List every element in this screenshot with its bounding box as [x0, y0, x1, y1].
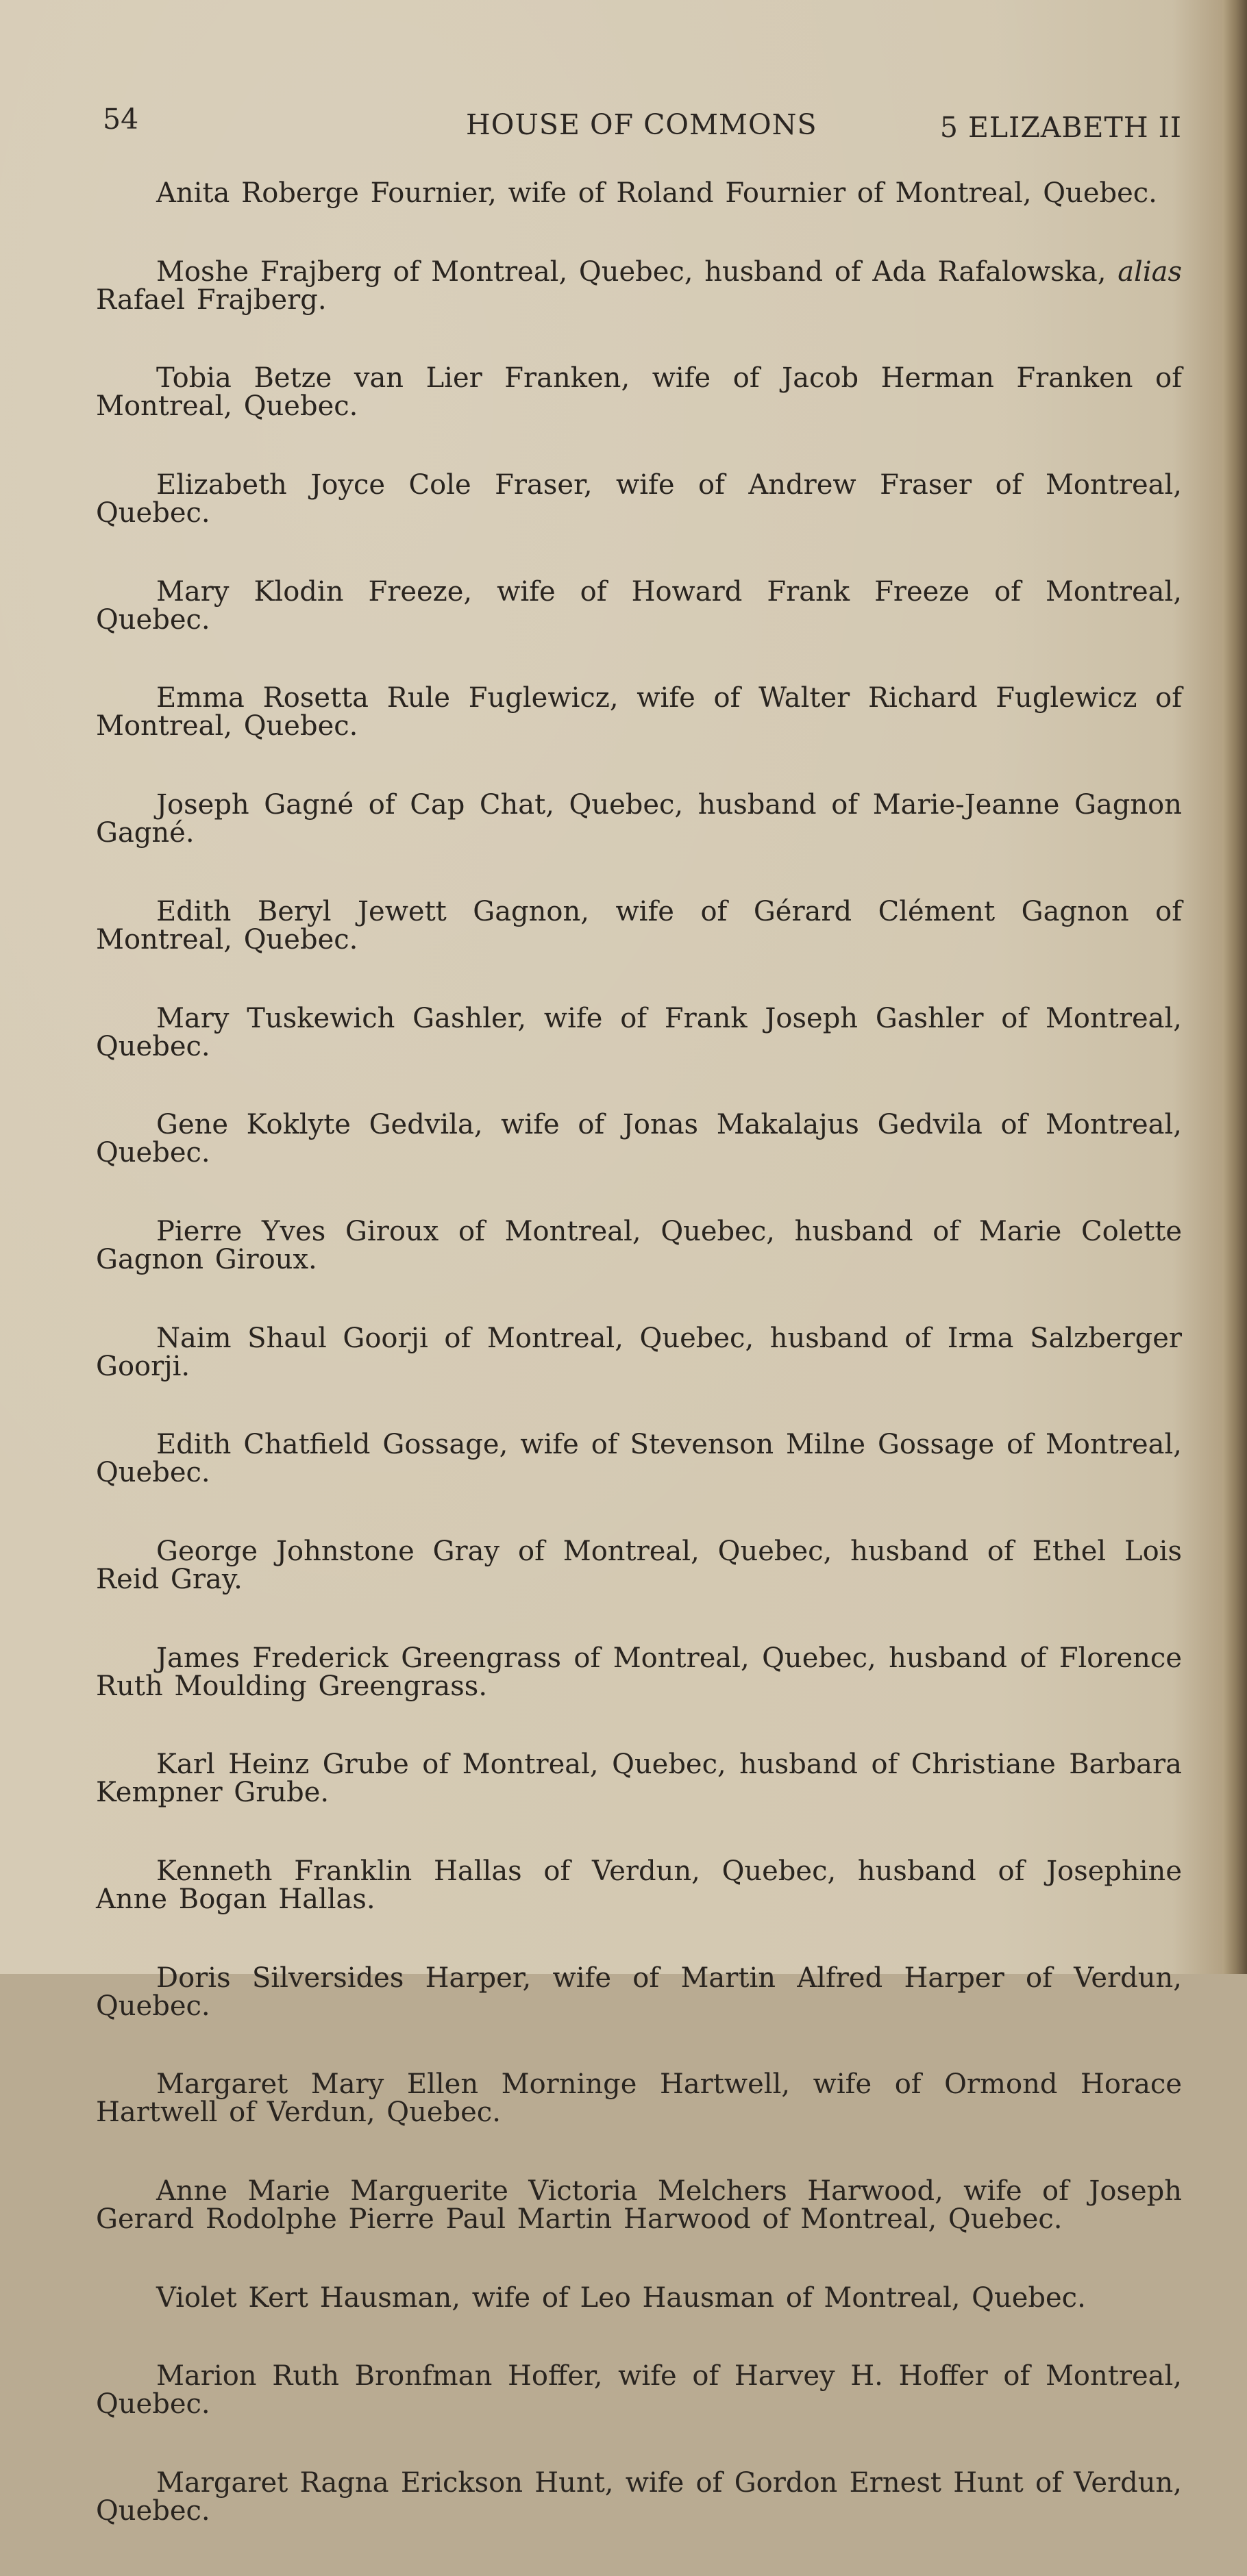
entry: Doris Silversides Harper, wife of Martin Alfred Harper of Verdun, Quebec.: [96, 1962, 1182, 2022]
header-title: HOUSE OF COMMONS: [466, 108, 817, 141]
header-reign: 5 ELIZABETH II: [939, 111, 1182, 144]
entry: Mary Klodin Freeze, wife of Howard Frank Freeze of Montreal, Quebec.: [96, 575, 1182, 636]
entry: Joseph Gagné of Cap Chat, Quebec, husband of Marie-Jeanne Gagnon Gagné.: [96, 789, 1182, 849]
entry: Emma Rosetta Rule Fuglewicz, wife of Walter Richard Fuglewicz of Montreal, Quebec.: [96, 682, 1182, 742]
entry: George Johnstone Gray of Montreal, Quebec, husband of Ethel Lois Reid Gray.: [96, 1535, 1182, 1595]
entry: Naim Shaul Goorji of Montreal, Quebec, husband of Irma Salzberger Goorji.: [96, 1322, 1182, 1382]
entry: Anne Marie Marguerite Victoria Melchers Harwood, wife of Joseph Gerard Rodolphe Pierre Paul Martin Harwood of Montreal, Quebec.: [96, 2175, 1182, 2236]
entry: Edith Beryl Jewett Gagnon, wife of Gérard Clément Gagnon of Montreal, Quebec.: [96, 895, 1182, 955]
running-header: [103, 103, 1182, 144]
entry: Mary Tuskewich Gashler, wife of Frank Joseph Gashler of Montreal, Quebec.: [96, 1002, 1182, 1062]
entry: Tobia Betze van Lier Franken, wife of Jacob Herman Franken of Montreal, Quebec.: [96, 362, 1182, 423]
entry: Moshe Frajberg of Montreal, Quebec, husband of Ada Rafalowska, alias Rafael Frajberg.: [96, 255, 1182, 316]
entry: Margaret Ragna Erickson Hunt, wife of Gordon Ernest Hunt of Verdun, Quebec.: [96, 2467, 1182, 2527]
page-number: 54: [103, 103, 139, 136]
entry: Elizabeth Joyce Cole Fraser, wife of Andrew Fraser of Montreal, Quebec.: [96, 469, 1182, 529]
entry: Karl Heinz Grube of Montreal, Quebec, husband of Christiane Barbara Kempner Grube.: [96, 1749, 1182, 1809]
book-spine-edge: [1222, 0, 1247, 1974]
entry: Margaret Mary Ellen Morninge Hartwell, wife of Ormond Horace Hartwell of Verdun, Quebec.: [96, 2068, 1182, 2129]
entry: Anita Roberge Fournier, wife of Roland Fournier of Montreal, Quebec.: [156, 177, 1157, 209]
entry: Violet Kert Hausman, wife of Leo Hausman of Montreal, Quebec.: [156, 2281, 1086, 2314]
entry: James Frederick Greengrass of Montreal, Quebec, husband of Florence Ruth Moulding Greengrass.: [96, 1642, 1182, 1702]
entry: Kenneth Franklin Hallas of Verdun, Quebec, husband of Josephine Anne Bogan Hallas.: [96, 1855, 1182, 1915]
entry: Edith Chatfield Gossage, wife of Stevenson Milne Gossage of Montreal, Quebec.: [96, 1429, 1182, 1489]
entry-list: [96, 179, 1182, 2576]
entry: Marion Ruth Bronfman Hoffer, wife of Harvey H. Hoffer of Montreal, Quebec.: [96, 2360, 1182, 2421]
entry: Pierre Yves Giroux of Montreal, Quebec, husband of Marie Colette Gagnon Giroux.: [96, 1215, 1182, 1275]
entry: Gene Koklyte Gedvila, wife of Jonas Makalajus Gedvila of Montreal, Quebec.: [96, 1109, 1182, 1169]
entry-italic: alias: [1118, 255, 1182, 288]
